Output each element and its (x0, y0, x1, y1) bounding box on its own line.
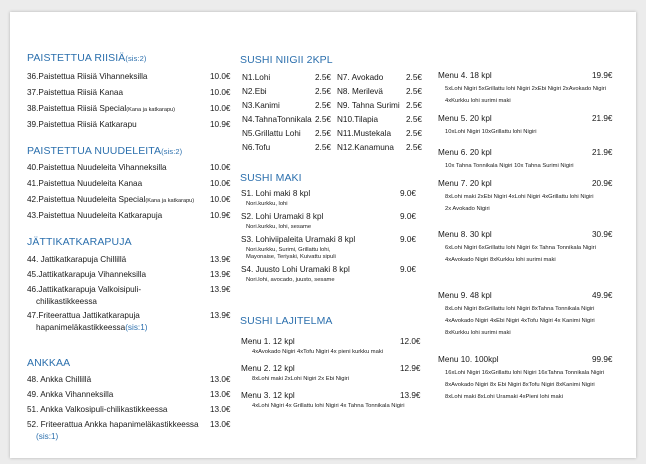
menu-item-contents: 8xLohi maki 2xLohi Nigiri 2x Ebi Nigiri (252, 376, 349, 382)
menu-item-name: Menu 5. 20 kpl (438, 114, 492, 123)
nigiri-name: N11.Mustekala (337, 129, 392, 138)
section-title-jatti: JÄTTIKATKARAPUJA (27, 236, 132, 248)
nigiri-name: N12.Kanamuna (337, 143, 394, 152)
menu-item-contents: Nori.lohi, avocado, juusto, sesame (246, 277, 335, 283)
menu-item-name: Menu 3. 12 kpl (241, 391, 295, 400)
menu-item-name: 45.Jattikatkarapuja Vihanneksilla (27, 270, 147, 279)
menu-item-price: 12.0€ (400, 337, 421, 346)
nigiri-price: 2.5€ (315, 129, 331, 138)
menu-item-price: 21.9€ (592, 114, 613, 123)
menu-item-name: Menu 8. 30 kpl (438, 230, 492, 239)
menu-item-contents: 4xLohi Nigiri 4x Grillattu lohi Nigiri 4x Tahna Tonnikala Nigiri (252, 403, 405, 409)
menu-item-name: Menu 1. 12 kpl (241, 337, 295, 346)
menu-item-contents: 5xLohi Nigiri 5xGrillattu lohi Nigiri 2xEbi Nigiri 2xAvokado Nigiri (445, 86, 606, 92)
menu-item-price: 13.9€ (210, 255, 231, 264)
menu-item-price: 9.0€ (400, 265, 416, 274)
menu-item-price: 9.0€ (400, 235, 416, 244)
menu-item-name: 52. Friteerattua Ankka hapanimeläkastikkeessa (27, 420, 199, 429)
section-title-lajitelma: SUSHI LAJITELMA (240, 315, 333, 327)
menu-item-price: 13.0€ (210, 405, 231, 414)
item-sis: (sis:1) (36, 432, 59, 441)
menu-item-name: 51. Ankka Valkosipuli-chilikastikkeessa (27, 405, 168, 414)
menu-item-price: 20.9€ (592, 179, 613, 188)
menu-item-contents: Nori.kurkku, Surimi, Grillattu lohi, (246, 247, 331, 253)
nigiri-price: 2.5€ (315, 87, 331, 96)
menu-item-price: 10.0€ (210, 104, 231, 113)
menu-item-price: 9.0€ (400, 189, 416, 198)
menu-item-name: 49. Ankka Vihanneksilla (27, 390, 114, 399)
nigiri-name: N3.Kanimi (242, 101, 280, 110)
section-title-maki: SUSHI MAKI (240, 172, 302, 184)
menu-item-name: Menu 2. 12 kpl (241, 364, 295, 373)
menu-item-contents: 8xAvokado Nigiri 8x Ebi Nigiri 8xTofu Nigiri 8xKanimi Nigiri (445, 382, 595, 388)
menu-item-name: 37.Paistettua Riisiä Kanaa (27, 88, 124, 97)
menu-item-price: 13.0€ (210, 420, 231, 429)
nigiri-name: N9. Tahna Surimi (337, 101, 400, 110)
section-title-nuudeli: PAISTETTUA NUUDELEITA(sis:2) (27, 145, 183, 157)
menu-item-name-cont: hapanimeläkastikkeessa(sis:1) (36, 323, 148, 332)
menu-item-contents: 4xAvokado Nigiri 4xEbi Nigiri 4xTofu Nigiri 4x Kanimi Nigiri (445, 318, 595, 324)
menu-item-name: Menu 7. 20 kpl (438, 179, 492, 188)
nigiri-price: 2.5€ (315, 143, 331, 152)
menu-item-contents: Nori.kurkku, lohi (246, 201, 288, 207)
item-note: (Kana ja katkarapu) (126, 107, 176, 113)
nigiri-price: 2.5€ (406, 73, 422, 82)
menu-item-contents: 8xLohi maki 8xLohi Uramaki 4xPieni lohi maki (445, 394, 563, 400)
item-sis: (sis:1) (125, 323, 148, 332)
menu-item-contents: 16xLohi Nigiri 16xGrillattu lohi Nigiri 16xTahna Tonnikala Nigiri (445, 370, 605, 376)
menu-item-price: 10.9€ (210, 120, 231, 129)
menu-item-name: 36.Paistettua Riisiä Vihanneksilla (27, 72, 148, 81)
menu-item-price: 19.9€ (592, 71, 613, 80)
menu-item-name: Menu 10. 100kpl (438, 355, 499, 364)
nigiri-price: 2.5€ (406, 115, 422, 124)
menu-item-name: Menu 9. 48 kpl (438, 291, 492, 300)
nigiri-price: 2.5€ (406, 101, 422, 110)
menu-item-name: Menu 4. 18 kpl (438, 71, 492, 80)
nigiri-price: 2.5€ (315, 101, 331, 110)
nigiri-name: N1.Lohi (242, 73, 271, 82)
menu-item-name: 46.Jattikatkarapuja Valkoisipuli- (27, 285, 142, 294)
menu-item-price: 13.9€ (400, 391, 421, 400)
menu-item-price: 13.9€ (210, 270, 231, 279)
menu-item-name: 41.Paistettua Nuudeleita Kanaa (27, 179, 143, 188)
nigiri-price: 2.5€ (406, 129, 422, 138)
nigiri-price: 2.5€ (406, 87, 422, 96)
menu-item-price: 9.0€ (400, 212, 416, 221)
menu-item-price: 12.9€ (400, 364, 421, 373)
menu-item-contents: 10xLohi Nigiri 10xGrillattu lohi Nigiri (445, 129, 537, 135)
menu-item-price: 49.9€ (592, 291, 613, 300)
menu-item-name: S3. Lohiviipaleita Uramaki 8 kpl (241, 235, 356, 244)
menu-item-name: 43.Paistettua Nuudeleita Katkarapuja (27, 211, 163, 220)
menu-item-contents: 8xLohi maki 2xEbi Nigiri 4xLohi Nigiri 4xGrillattu lohi Nigiri (445, 194, 594, 200)
menu-item-price: 10.0€ (210, 195, 231, 204)
menu-item-contents: 4xKurkku lohi surimi maki (445, 98, 511, 104)
menu-item-price: 10.0€ (210, 72, 231, 81)
menu-item-name: Menu 6. 20 kpl (438, 148, 492, 157)
menu-item-price: 10.0€ (210, 163, 231, 172)
menu-item-contents: 8xKurkku lohi surimi maki (445, 330, 511, 336)
menu-item-name: S2. Lohi Uramaki 8 kpl (241, 212, 324, 221)
menu-item-contents: 8xLohi Nigiri 8xGrillattu lohi Nigiri 8xTahna Tonnikala Nigiri (445, 306, 595, 312)
nigiri-name: N8. Merilevä (337, 87, 383, 96)
menu-item-contents: Nori.kurkku, lohi, sesame (246, 224, 312, 230)
menu-item-name: S1. Lohi maki 8 kpl (241, 189, 311, 198)
menu-item-name: 42.Paistettua Nuudeleita Special(Kana ja katkarapu) (27, 195, 195, 204)
section-title-ankkaa: ANKKAA (27, 357, 71, 369)
menu-item-price: 30.9€ (592, 230, 613, 239)
menu-item-price: 13.9€ (210, 311, 231, 320)
menu-item-name: 48. Ankka Chillillä (27, 375, 92, 384)
nigiri-name: N2.Ebi (242, 87, 267, 96)
menu-item-price: 99.9€ (592, 355, 613, 364)
menu-item-name: 40.Paistettua Nuudeleita Vihanneksilla (27, 163, 167, 172)
menu-item-name: 47.Friteerattua Jattikatkarapuja (27, 311, 140, 320)
menu-item-contents: 6xLohi Nigiri 6xGrillattu lohi Nigiri 6x Tahna Tonnikala Nigiri (445, 245, 596, 251)
nigiri-price: 2.5€ (406, 143, 422, 152)
nigiri-name: N5.Grillattu Lohi (242, 129, 301, 138)
menu-item-price: 13.0€ (210, 375, 231, 384)
nigiri-price: 2.5€ (315, 115, 331, 124)
menu-item-name-cont: chilikastikkeessa (36, 297, 97, 306)
menu-item-name: 38.Paistettua Riisiä Special(Kana ja katkarapu) (27, 104, 176, 113)
menu-item-price: 10.0€ (210, 88, 231, 97)
menu-item-price: 13.0€ (210, 390, 231, 399)
menu-item-name: 39.Paistettua Riisiä Katkarapu (27, 120, 137, 129)
menu-item-contents: 4xAvokado Nigiri 8xKurkku lohi surimi maki (445, 257, 556, 263)
menu-sheet (10, 12, 636, 458)
menu-item-price: 13.9€ (210, 285, 231, 294)
menu-item-contents: 2x Avokado Nigiri (445, 206, 490, 212)
menu-item-price: 10.9€ (210, 211, 231, 220)
section-title-nigiri: SUSHI NIIGII 2KPL (240, 54, 333, 66)
section-title-riisi: PAISTETTUA RIISIÄ(sis:2) (27, 52, 147, 64)
menu-item-price: 10.0€ (210, 179, 231, 188)
nigiri-name: N10.Tilapia (337, 115, 379, 124)
nigiri-name: N7. Avokado (337, 73, 384, 82)
menu-item-contents: 10x Tahna Tonnikala Nigiri 10x Tahna Surimi Nigiri (445, 163, 574, 169)
nigiri-price: 2.5€ (315, 73, 331, 82)
menu-item-name: S4. Juusto Lohi Uramaki 8 kpl (241, 265, 350, 274)
nigiri-name: N4.TahnaTonnikala (242, 115, 312, 124)
item-note: (Kana ja katkarapu) (145, 198, 195, 204)
nigiri-name: N6.Tofu (242, 143, 271, 152)
menu-item-price: 21.9€ (592, 148, 613, 157)
menu-item-name: 44. Jattikatkarapuja Chillillä (27, 255, 127, 264)
menu-item-contents: 4xAvokado Nigiri 4xTofu Nigiri 4x pieni kurkku maki (252, 349, 384, 355)
menu-item-contents: Mayonaise, Teriyaki, Kuivattu sipuli (246, 254, 336, 260)
